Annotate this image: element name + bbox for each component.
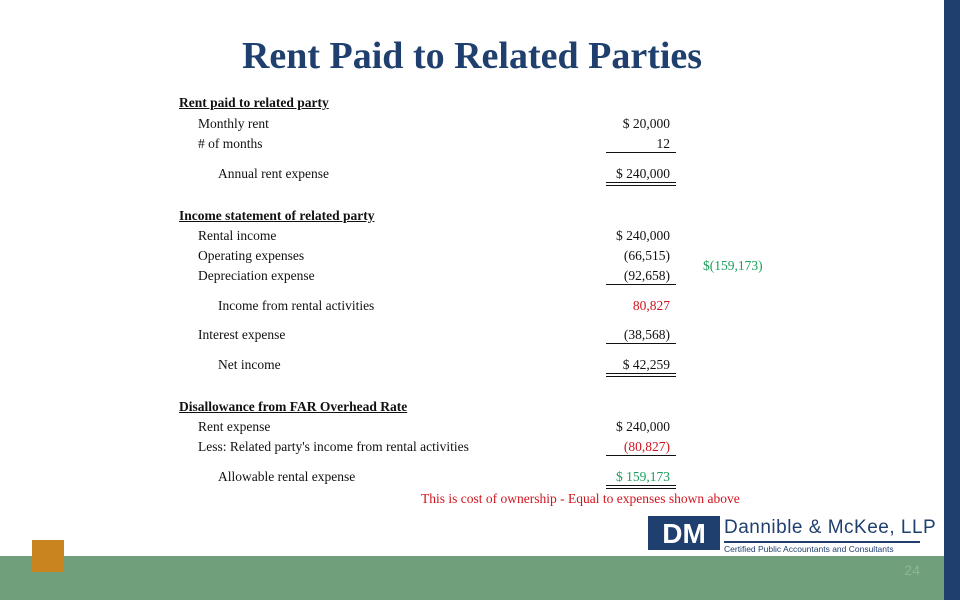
double-underline <box>606 373 676 377</box>
rental-activities-income-label: Income from rental activities <box>218 298 375 313</box>
firm-tagline: Certified Public Accountants and Consultants <box>724 544 894 554</box>
annual-rent-value: $ 240,000 <box>616 166 670 181</box>
underline <box>606 343 676 344</box>
operating-expenses-value: (66,515) <box>623 248 670 263</box>
firm-name: Dannible & McKee, LLP <box>724 517 937 538</box>
page-number: 24 <box>904 562 920 578</box>
allowable-rental-value: $ 159,173 <box>616 469 670 484</box>
dm-logo-mark <box>648 516 720 550</box>
interest-expense-label: Interest expense <box>198 327 286 342</box>
monthly-rent-label: Monthly rent <box>198 116 269 131</box>
related-party-income-value: (80,827) <box>623 439 670 454</box>
underline <box>606 455 676 456</box>
rental-income-label: Rental income <box>198 228 277 243</box>
months-value: 12 <box>656 136 670 151</box>
rent-expense-label: Rent expense <box>198 419 271 434</box>
orange-square-accent <box>32 540 64 572</box>
logo-mark-text: DM <box>662 518 706 549</box>
underline <box>606 284 676 285</box>
net-income-value: $ 42,259 <box>622 357 670 372</box>
rental-activities-income-value: 80,827 <box>632 298 670 313</box>
double-underline <box>606 485 676 489</box>
slide-title: Rent Paid to Related Parties <box>241 35 703 77</box>
monthly-rent-value: $ 20,000 <box>622 116 670 131</box>
annual-rent-label: Annual rent expense <box>218 166 329 181</box>
operating-expenses-label: Operating expenses <box>198 248 305 263</box>
rent-expense-value: $ 240,000 <box>616 419 670 434</box>
related-party-income-label: Less: Related party's income from rental activities <box>198 439 469 454</box>
months-label: # of months <box>198 136 263 151</box>
double-underline <box>606 182 676 186</box>
rental-income-value: $ 240,000 <box>616 228 670 243</box>
ownership-note: This is cost of ownership - Equal to expenses shown above <box>421 491 740 506</box>
depreciation-label: Depreciation expense <box>198 268 315 283</box>
underline <box>606 152 676 153</box>
right-accent-bar <box>944 0 960 600</box>
section1-heading: Rent paid to related party <box>179 95 329 110</box>
section3-heading: Disallowance from FAR Overhead Rate <box>179 399 408 414</box>
expense-total-note: $(159,173) <box>703 258 763 273</box>
footer-bar <box>0 556 944 600</box>
section2-heading: Income statement of related party <box>179 208 375 223</box>
logo-rule <box>724 541 920 543</box>
allowable-rental-label: Allowable rental expense <box>218 469 356 484</box>
depreciation-value: (92,658) <box>623 268 670 283</box>
interest-expense-value: (38,568) <box>623 327 670 342</box>
net-income-label: Net income <box>218 357 281 372</box>
